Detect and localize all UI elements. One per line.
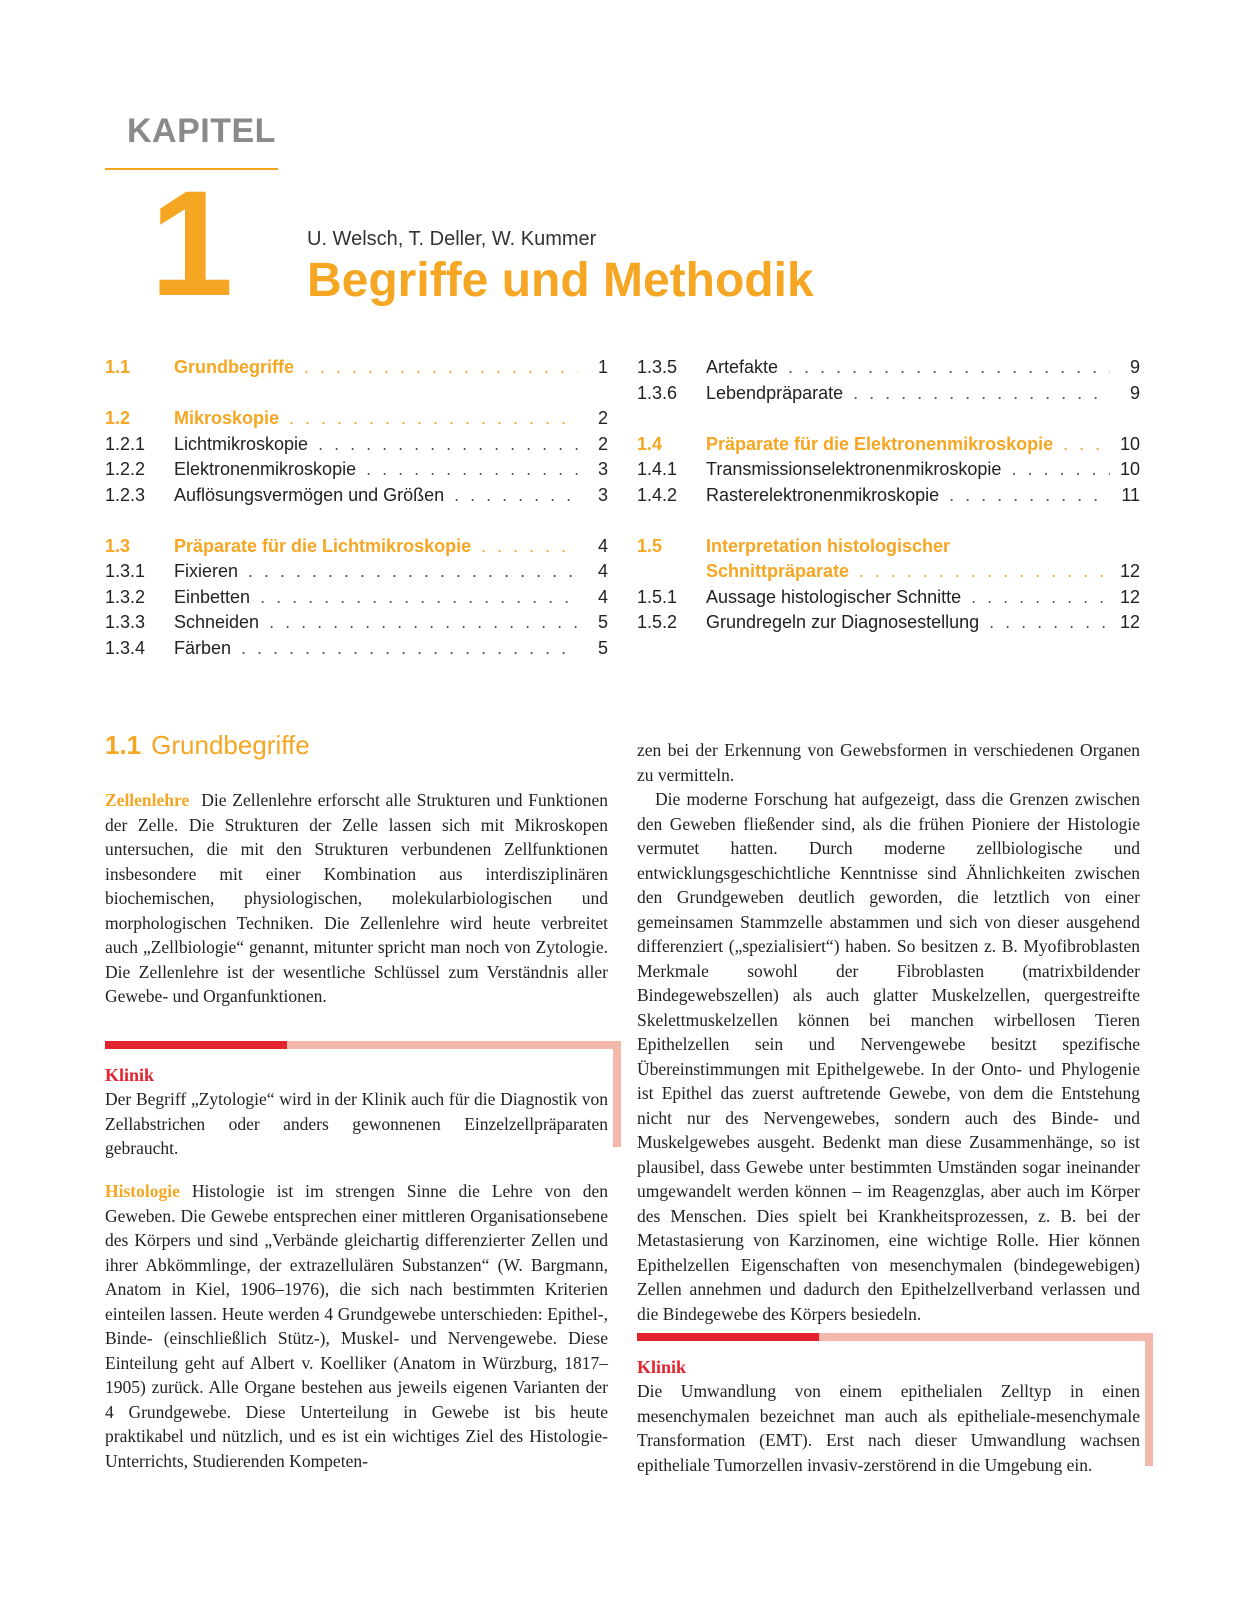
- toc-entry-1-3-2[interactable]: 1.3.2 Einbetten . . . 4: [105, 587, 608, 613]
- toc-entry-1-4[interactable]: 1.4 Präparate für die Elektronenmikroskopie . . . 10: [637, 434, 1140, 460]
- runin-histologie: Histologie: [105, 1181, 180, 1201]
- toc-right-column: [637, 357, 1140, 638]
- klinik-box-1-side: [613, 1041, 621, 1147]
- toc-entry-1-3-3[interactable]: 1.3.3 Schneiden . . . 5: [105, 612, 608, 638]
- toc-entry-1-5[interactable]: 1.5 Interpretation histologischer: [637, 535, 951, 556]
- toc-entry-1-5-1[interactable]: 1.5.1 Aussage histologischer Schnitte . . . 12: [637, 587, 1140, 613]
- toc-entry-1-4-1[interactable]: 1.4.1 Transmissionselektronenmikroskopie . . . 10: [637, 459, 1140, 485]
- toc-entry-1-4-2[interactable]: 1.4.2 Rasterelektronenmikroskopie . . . 11: [637, 485, 1140, 511]
- toc-entry-1-5-2[interactable]: 1.5.2 Grundregeln zur Diagnosestellung . . . 12: [637, 612, 1140, 638]
- toc-entry-1-2[interactable]: 1.2 Mikroskopie . . . 2: [105, 408, 608, 434]
- klinik-box-1-heading: Klinik: [105, 1065, 155, 1085]
- klinik-box-2-heading: Klinik: [637, 1357, 687, 1377]
- runin-zellenlehre: Zellenlehre: [105, 790, 190, 810]
- chapter-number: 1: [150, 159, 234, 327]
- zellenlehre-text: Die Zellenlehre erforscht alle Strukturen und Funktionen der Zelle. Die Strukturen der Zelle lassen sich mit Mikroskopen untersuchen, die mit den Strukturen verbundenen Zellfunktionen insbesondere mit einer Kombination aus interdisziplinären biochemischen, physiologischen, molekularbiologischen und morphologischen Techniken. Die Zellenlehre wird heute verbreitet auch „Zellbiologie“ genannt, mitunter spricht man noch von Zytologie. Die Zellenlehre ist der wesentliche Schlüssel zum Verständnis aller Gewebe- und Organfunktionen.: [105, 790, 608, 1006]
- toc-entry-1-3-1[interactable]: 1.3.1 Fixieren . . . 4: [105, 561, 608, 587]
- toc-entry-1-3-4[interactable]: 1.3.4 Färben . . . 5: [105, 638, 608, 664]
- klinik-box-2-text: Die Umwandlung von einem epithelialen Zelltyp in einen mesenchymalen bezeichnet man auch als epitheliale-mesenchymale Transformation (EMT). Erst nach dieser Umwandlung wachsen epitheliale Tumorzellen invasiv-zerstörend in die Umgebung ein.: [637, 1381, 1140, 1475]
- section-number: 1.1: [105, 730, 142, 760]
- toc-entry-1-3-6[interactable]: 1.3.6 Lebendpräparate . . . 9: [637, 383, 1140, 409]
- right-column-text: [637, 738, 1140, 1326]
- klinik-box-2: [637, 1333, 1145, 1477]
- toc-entry-1-2-1[interactable]: 1.2.1 Lichtmikroskopie . . . 2: [105, 434, 608, 460]
- toc-left-column: [105, 357, 608, 663]
- toc-entry-1-1[interactable]: 1.1 Grundbegriffe . . . 1: [105, 357, 608, 383]
- klinik-box-2-bar: [637, 1333, 1145, 1341]
- chapter-authors: U. Welsch, T. Deller, W. Kummer: [307, 228, 597, 250]
- section-title: Grundbegriffe: [151, 730, 310, 760]
- paragraph-histologie: [105, 1179, 608, 1473]
- histologie-text: Histologie ist im strengen Sinne die Lehre von den Geweben. Die Gewebe entsprechen einer mittleren Organisationsebene des Körpers und sind „Verbände gleichartig differenzierter Zellen und ihrer Abkömmlinge, der extrazellulären Substanzen“ (W. Bargmann, Anatom in Kiel, 1906–1976), die sich nach bestimmten Kriterien einteilen lassen. Heute werden 4 Grundgewebe unterschieden: Epithel-, Binde- (einschließlich Stütz-), Muskel- und Nervengewebe. Diese Einteilung geht auf Albert v. Koelliker (Anatom in Würzburg, 1817–1905) zurück. Alle Organe bestehen aus jeweils eigenen Varianten der 4 Grundgewebe. Diese Unterteilung in Gewebe ist bis heute praktikabel und nützlich, und es ist ein wichtiges Ziel des Histologie-Unterrichts, Studierenden Kompeten-: [105, 1181, 608, 1471]
- paragraph-zellenlehre: [105, 788, 608, 1009]
- toc-entry-1-2-3[interactable]: 1.2.3 Auflösungsvermögen und Größen . . . 3: [105, 485, 608, 511]
- continuation-paragraph: zen bei der Erkennung von Gewebsformen in verschiedenen Organen zu vermitteln.: [637, 740, 1140, 785]
- klinik-box-1-text: Der Begriff „Zytologie“ wird in der Klinik auch für die Diagnostik von Zellabstrichen oder anders gewonnenen Einzelzellpräparaten gebraucht.: [105, 1089, 608, 1158]
- toc-entry-1-2-2[interactable]: 1.2.2 Elektronenmikroskopie . . . 3: [105, 459, 608, 485]
- forschung-paragraph: Die moderne Forschung hat aufgezeigt, dass die Grenzen zwischen den Geweben fließender sind, als die frühen Pioniere der Histologie vermutet hatten. Durch moderne zellbiologische und entwicklungsgeschichtliche Kenntnisse sind Ähnlichkeiten zwischen den Grundgeweben deutlich geworden, die letztlich von einer gemeinsamen Stammzelle abstammen und sich von dieser ausgehend differenziert („spezialisiert“) haben. So besitzen z. B. Myofibroblasten Merkmale sowohl der Fibroblasten (matrixbildender Bindegewebszellen) als auch glatter Muskelzellen, quergestreifte Skelettmuskelzellen können bei manchen wirbellosen Tieren Epithelzellen sein und Nervengewebe besitzt spezifische Übereinstimmungen mit Epithelgewebe. In der Onto- und Phylogenie ist Epithel das zuerst auftretende Gewebe, von dem die Entstehung nicht nur des Nervengewebes, sondern auch des Binde- und Muskelgewebes ausgeht. Bedenkt man diese Zusammenhänge, so ist plausibel, dass Gewebe unter bestimmten Umständen sogar ineinander umgewandelt werden können – im Reagenzglas, aber auch im Körper des Menschen. Dies spielt bei Krankheitsprozessen, z. B. bei der Metastasierung von Karzinomen, eine wichtige Rolle. Hier können Epithelzellen Eigenschaften von mesenchymalen (bindegewebigen) Zellen annehmen und dadurch den Epithelzellverband verlassen und die Bindegewebe des Körpers besiedeln.: [637, 789, 1140, 1324]
- chapter-title: Begriffe und Methodik: [307, 254, 814, 307]
- toc-entry-1-3[interactable]: 1.3 Präparate für die Lichtmikroskopie . . . 4: [105, 536, 608, 562]
- section-heading: [105, 730, 310, 761]
- toc-entry-1-5-continued[interactable]: Schnittpräparate . . . 12: [637, 561, 1140, 587]
- klinik-box-1: [105, 1041, 613, 1161]
- klinik-box-1-bar: [105, 1041, 613, 1049]
- klinik-box-2-side: [1145, 1333, 1153, 1466]
- kapitel-label: KAPITEL: [127, 112, 276, 150]
- toc-entry-1-3-5[interactable]: 1.3.5 Artefakte . . . 9: [637, 357, 1140, 383]
